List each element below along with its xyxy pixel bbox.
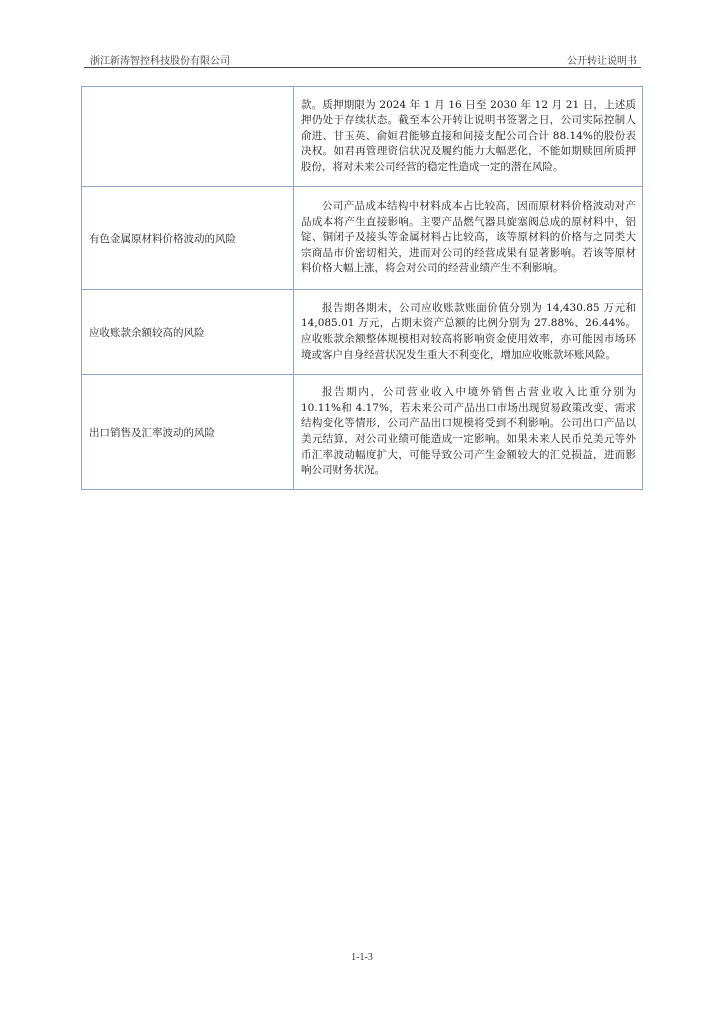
risk-name [82, 87, 294, 187]
document-title: 公开转让说明书 [567, 56, 637, 67]
risk-name: 有色金属原材料价格波动的风险 [82, 187, 294, 290]
risk-name: 应收账款余额较高的风险 [82, 290, 294, 375]
risk-name: 出口销售及汇率波动的风险 [82, 375, 294, 490]
table-row [82, 375, 643, 490]
table-row [82, 187, 643, 290]
header-divider [84, 67, 641, 68]
table-row [82, 87, 643, 187]
risk-description: 报告期内，公司营业收入中境外销售占营业收入比重分别为 10.11%和 4.17%，若未来公司产品出口市场出现贸易政策改变、需求结构变化等情形，公司产品出口规模将受到不利影响。公司出口产品以美元结算，对公司业绩可能造成一定影响。如果未来人民币兑美元等外币汇率波动幅度扩大，可能导致公司产生金额较大的汇兑损益，进而影响公司财务状况。 [294, 375, 643, 490]
page-header [84, 50, 641, 66]
risk-description: 款。质押期限为 2024 年 1 月 16 日至 2030 年 12 月 21 日，上述质押仍处于存续状态。截至本公开转让说明书签署之日，公司实际控制人俞进、甘玉英、俞姮君能够直接和间接支配公司合计 88.14%的股份表决权。如君再管理资信状况及履约能力大幅恶化，不能如期赎回所质押股份，将对未来公司经营的稳定性造成一定的潜在风险。 [294, 87, 643, 187]
table-row [82, 290, 643, 375]
risk-table [81, 86, 643, 490]
risk-description: 公司产品成本结构中材料成本占比较高，因而原材料价格波动对产品成本将产生直接影响。主要产品燃气器具旋塞阀总成的原材料中，铝锭、铜闭子及接头等金属材料占比较高，该等原材料的价格与之同类大宗商品市价密切相关，进而对公司的经营成果有显著影响。若该等原材料价格大幅上涨，将会对公司的经营业绩产生不利影响。 [294, 187, 643, 290]
company-name: 浙江新涛智控科技股份有限公司 [90, 56, 230, 67]
page-number: 1-1-3 [351, 952, 373, 963]
risk-description: 报告期各期末，公司应收账款账面价值分别为 14,430.85 万元和 14,085.01 万元，占期末资产总额的比例分别为 27.88%、26.44%。应收账款余额整体规模相对较高将影响资金使用效率，亦可能因市场环境或客户自身经营状况发生重大不利变化，增加应收账款坏账风险。 [294, 290, 643, 375]
